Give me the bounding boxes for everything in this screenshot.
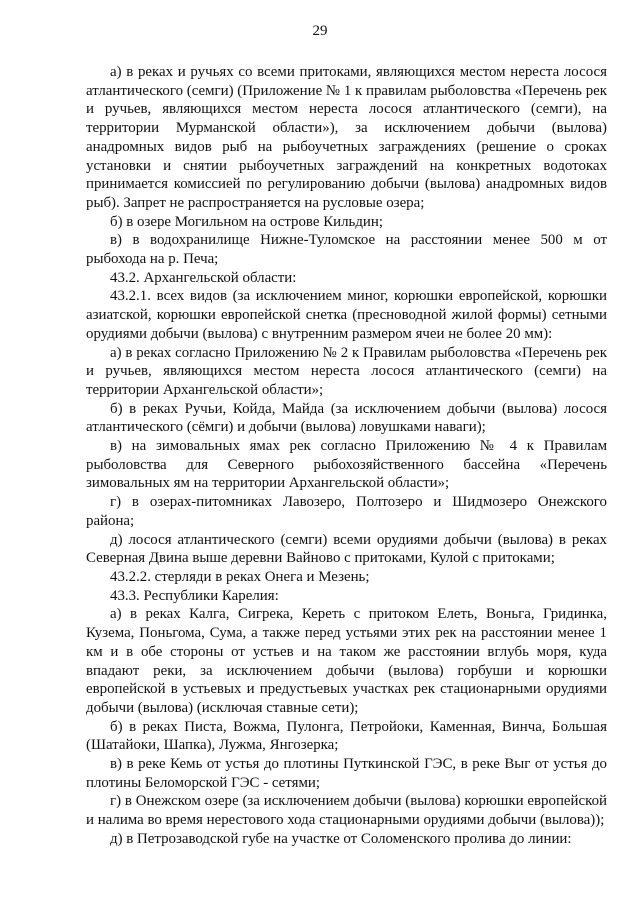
section-heading: 43.2. Архангельской области: (110, 269, 297, 286)
section-heading: 43.3. Республики Карелия: (110, 587, 279, 604)
paragraph: д) в Петрозаводской губе на участке от Соломенского пролива до линии: (110, 830, 572, 847)
paragraph: в) в водохранилище Нижне-Туломское на расстоянии менее 500 м от рыбохода на р. Печа; (86, 232, 607, 268)
paragraph: б) в озере Могильном на острове Кильдин; (110, 213, 383, 230)
page-number: 29 (312, 23, 328, 39)
paragraph: б) в реках Писта, Вожма, Пулонга, Петройоки, Каменная, Винча, Большая (Шатайоки, Шапка), Лужма, Янгозерка; (86, 718, 607, 754)
paragraph: в) в реке Кемь от устья до плотины Путкинской ГЭС, в реке Выг от устья до плотины Беломорской ГЭС - сетями; (86, 756, 607, 791)
paragraph: а) в реках и ручьях со всеми притоками, являющихся местом нереста лосося атлантического (семги) (Приложение № 1 к правилам рыболовства «Перечень рек и ручьев, являющихся местом нереста лосося атлантического (семги), на территории Мурманской области»), за исключением добычи (вылова) анадромных видов рыб на рыбоучетных заграждениях (решение о сроках установки и снятии рыбоучетных заграждений на конкретных водотоках принимается комиссией по регулированию добычи (вылова) анадромных видов рыб). Запрет не распространяется на русловые озера; (86, 64, 607, 211)
paragraph: а) в реках согласно Приложению № 2 к Правилам рыболовства «Перечень рек и ручьев, являющихся местом нереста лосося атлантического (семги) на территории Архангельской области»; (86, 344, 607, 398)
paragraph: б) в реках Ручьи, Койда, Майда (за исключением добычи (вылова) лосося атлантического (сёмги) и добычи (вылова) ловушками наваги); (86, 400, 607, 436)
paragraph: г) в озерах-питомниках Лавозеро, Полтозеро и Шидмозеро Онежского района; (86, 494, 607, 529)
paragraph: в) на зимовальных ямах рек согласно Приложению № 4 к Правилам рыболовства для Северного рыбохозяйственного бассейна «Перечень зимовальных ям на территории Архангельской области»; (86, 438, 607, 492)
document-body (86, 63, 607, 849)
paragraph: г) в Онежском озере (за исключением добычи (вылова) корюшки европейской и налима во время нерестового хода стационарными орудиями добычи (вылова)); (86, 793, 607, 829)
paragraph: д) лосося атлантического (семги) всеми орудиями добычи (вылова) в реках Северная Двина выше деревни Вайново с притоками, Кулой с притоками; (86, 531, 607, 567)
paragraph: 43.2.2. стерляди в реках Онега и Мезень; (110, 568, 370, 585)
paragraph: 43.2.1. всех видов (за исключением миног, корюшки европейской, корюшки азиатской, корюшки европейской снетка (пресноводной жилой формы) сетными орудиями добычи (вылова) с внутренним размером ячеи не более 20 мм): (86, 288, 607, 342)
paragraph: а) в реках Калга, Сигрека, Кереть с притоком Елеть, Воньга, Гридинка, Кузема, Поньгома, Сума, а также перед устьями этих рек на расстоянии менее 1 км и в обе стороны от устьев и на таком же расстоянии вглубь моря, куда впадают реки, за исключением добычи (вылова) горбуши и корюшки европейской в устьевых и предустьевых участках рек стационарными орудиями добычи (вылова) (исключая ставные сети); (86, 606, 607, 716)
